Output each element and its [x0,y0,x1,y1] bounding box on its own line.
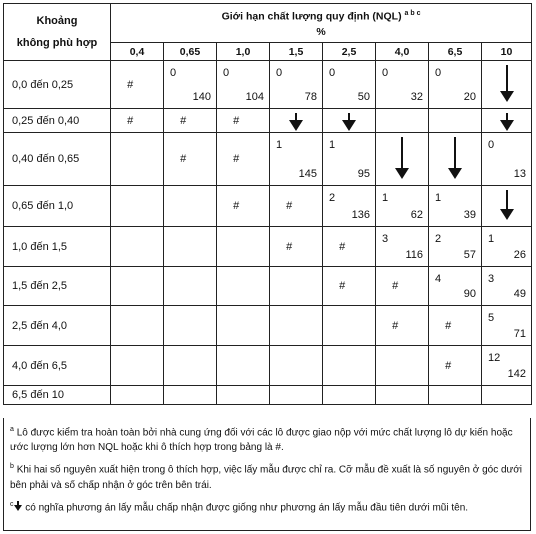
footnote-c-text: có nghĩa phương án lấy mẫu chấp nhận được giống như phương án lấy mẫu đầu tiên dưới mũi tên. [25,501,469,513]
table-cell [217,133,270,186]
column-header-nql: 1,5 [270,43,323,61]
sample-size: 95 [357,168,370,180]
column-header-nql: 0,65 [164,43,217,61]
table-cell [111,267,164,306]
footnote-a [10,422,524,455]
acceptance-number: 1 [329,139,336,151]
sample-size: 20 [463,91,476,103]
hash-mark: # [445,359,452,372]
hash-mark: # [127,114,134,127]
hash-mark: # [445,319,452,332]
sample-size: 50 [357,91,370,103]
down-arrow-icon [395,137,409,179]
footnote-b-marker: b [10,463,14,471]
table-cell [270,186,323,227]
table-cell [376,227,429,267]
table-cell [482,227,532,267]
hash-mark: # [286,200,293,212]
table-row [4,306,532,346]
corner-label-line2: không phù hợp [16,37,98,49]
nql-header [111,4,532,43]
footnote-a-marker: a [10,426,14,433]
table-cell [217,227,270,267]
table-cell [164,133,217,186]
table-cell [482,109,532,133]
table-cell [376,386,429,405]
row-label: 1,5 đến 2,5 [4,267,111,306]
table-cell [111,227,164,267]
sample-size: 32 [410,91,423,103]
corner-label-line1: Khoảng [36,15,78,27]
down-arrow-icon [500,113,514,131]
table-cell [429,227,482,267]
row-label: 1,0 đến 1,5 [4,227,111,267]
table-cell [429,267,482,306]
table-cell [376,346,429,386]
row-label: 6,5 đến 10 [4,386,111,405]
sample-size: 104 [245,91,264,103]
row-label: 0,0 đến 0,25 [4,61,111,109]
sample-size: 145 [298,168,317,180]
table-cell [429,346,482,386]
table-cell [376,267,429,306]
hash-mark: # [233,114,240,127]
table-cell [270,109,323,133]
footnotes [3,418,531,531]
column-header-nql: 2,5 [323,43,376,61]
table-cell [111,61,164,109]
table-cell [217,186,270,227]
table-cell [429,109,482,133]
down-arrow-icon [448,137,462,179]
table-cell [164,227,217,267]
table-cell [217,386,270,405]
table-cell [323,306,376,346]
row-label: 0,40 đến 0,65 [4,133,111,186]
table-cell [111,133,164,186]
table-cell [217,267,270,306]
acceptance-number: 0 [170,67,177,79]
acceptance-number: 12 [488,352,501,364]
table-row [4,386,532,405]
sample-size: 142 [507,368,527,380]
table-cell [111,109,164,133]
table-cell [376,186,429,227]
table-cell [482,386,532,405]
acceptance-number: 1 [488,233,495,245]
acceptance-number: 5 [488,312,495,324]
column-header-nql: 6,5 [429,43,482,61]
acceptance-number: 0 [382,67,389,79]
table-cell [270,346,323,386]
table-cell [376,306,429,346]
table-cell [111,186,164,227]
sample-size: 62 [410,209,423,221]
sampling-plan-table [3,3,532,405]
hash-mark: # [339,240,346,253]
table-cell [323,267,376,306]
hash-mark: # [233,153,240,165]
table-cell [217,306,270,346]
hash-mark: # [180,114,187,127]
table-cell [482,346,532,386]
acceptance-number: 2 [435,233,442,245]
sample-size: 90 [463,288,476,300]
footnote-c-marker: c [10,500,14,508]
acceptance-number: 1 [382,192,389,204]
table-cell [429,61,482,109]
footnote-c [10,497,524,515]
table-cell [164,61,217,109]
table-row [4,186,532,227]
table-cell [270,133,323,186]
hash-mark: # [339,280,346,292]
down-arrow-icon [342,113,356,131]
table-cell [376,61,429,109]
column-header-nql: 0,4 [111,43,164,61]
hash-mark: # [392,280,399,292]
table-cell [323,133,376,186]
nql-title: Giới hạn chất lượng quy định (NQL) [221,10,402,23]
table-cell [111,346,164,386]
hash-mark: # [286,240,293,253]
down-arrow-icon [500,190,514,220]
table-cell [376,109,429,133]
footnote-b-text: Khi hai số nguyên xuất hiện trong ô thích hợp, việc lấy mẫu được chỉ ra. Cỡ mẫu đề xuất là số nguyên ở góc dưới bên phải và số chấp nhận ở góc trên bên trái. [10,464,523,491]
table-row [4,61,532,109]
sample-size: 140 [192,91,211,103]
hash-mark: # [180,153,187,165]
sample-size: 49 [513,288,527,300]
table-cell [482,133,532,186]
table-row [4,227,532,267]
sample-size: 13 [513,168,527,180]
nql-title-sup: a b c [404,9,421,17]
acceptance-number: 0 [435,67,442,79]
table-cell [323,346,376,386]
table-cell [270,61,323,109]
table-cell [270,386,323,405]
acceptance-number: 0 [276,67,283,79]
sample-size: 57 [463,249,476,261]
table-cell [164,186,217,227]
table-cell [323,109,376,133]
acceptance-number: 1 [276,139,283,151]
row-label: 4,0 đến 6,5 [4,346,111,386]
acceptance-number: 0 [223,67,230,79]
footnote-b [10,459,524,492]
table-cell [270,306,323,346]
table-cell [111,306,164,346]
table-cell [164,346,217,386]
table-cell [429,133,482,186]
table-cell [270,227,323,267]
hash-mark: # [233,200,240,212]
table-cell [323,227,376,267]
row-label: 0,65 đến 1,0 [4,186,111,227]
acceptance-number: 0 [488,139,495,151]
table-cell [429,306,482,346]
acceptance-number: 2 [329,192,336,204]
table-row [4,346,532,386]
acceptance-number: 0 [329,67,336,79]
down-arrow-icon [500,65,514,102]
table-cell [482,267,532,306]
column-header-nql: 4,0 [376,43,429,61]
acceptance-number: 4 [435,273,442,285]
table-cell [270,267,323,306]
table-cell [482,186,532,227]
table-cell [323,186,376,227]
acceptance-number: 3 [382,233,389,245]
table-cell [376,133,429,186]
table-cell [164,267,217,306]
table-row [4,133,532,186]
acceptance-number: 3 [488,273,495,285]
table-cell [217,61,270,109]
nql-unit: % [316,26,326,39]
table-row [4,109,532,133]
column-header-nql: 1,0 [217,43,270,61]
column-header-nql: 10 [482,43,532,61]
table-cell [164,386,217,405]
table-cell [482,61,532,109]
hash-mark: # [392,319,399,332]
hash-mark: # [127,78,134,91]
table-row [4,267,532,306]
row-label: 0,25 đến 0,40 [4,109,111,133]
table-cell [164,109,217,133]
table-cell [164,306,217,346]
sample-size: 26 [513,249,527,261]
sample-size: 136 [351,209,370,221]
acceptance-number: 1 [435,192,442,204]
table-cell [323,386,376,405]
table-cell [482,306,532,346]
table-cell [429,186,482,227]
down-arrow-icon [14,501,23,511]
footnote-a-text: Lô được kiểm tra hoàn toàn bởi nhà cung ứng đối với các lô được giao nộp với mức chất lượng lô dự kiến hoặc ước lượng lớn hơn NQL hoặc khi ô thích hợp trong bảng là #. [10,427,513,454]
corner-header [4,4,111,61]
sample-size: 39 [463,209,476,221]
table-cell [429,386,482,405]
sample-size: 71 [513,328,527,340]
table-cell [217,346,270,386]
row-label: 2,5 đến 4,0 [4,306,111,346]
table-cell [217,109,270,133]
sample-size: 78 [304,91,317,103]
down-arrow-icon [289,113,303,131]
sample-size: 116 [405,249,423,261]
table-cell [111,386,164,405]
table-cell [323,61,376,109]
